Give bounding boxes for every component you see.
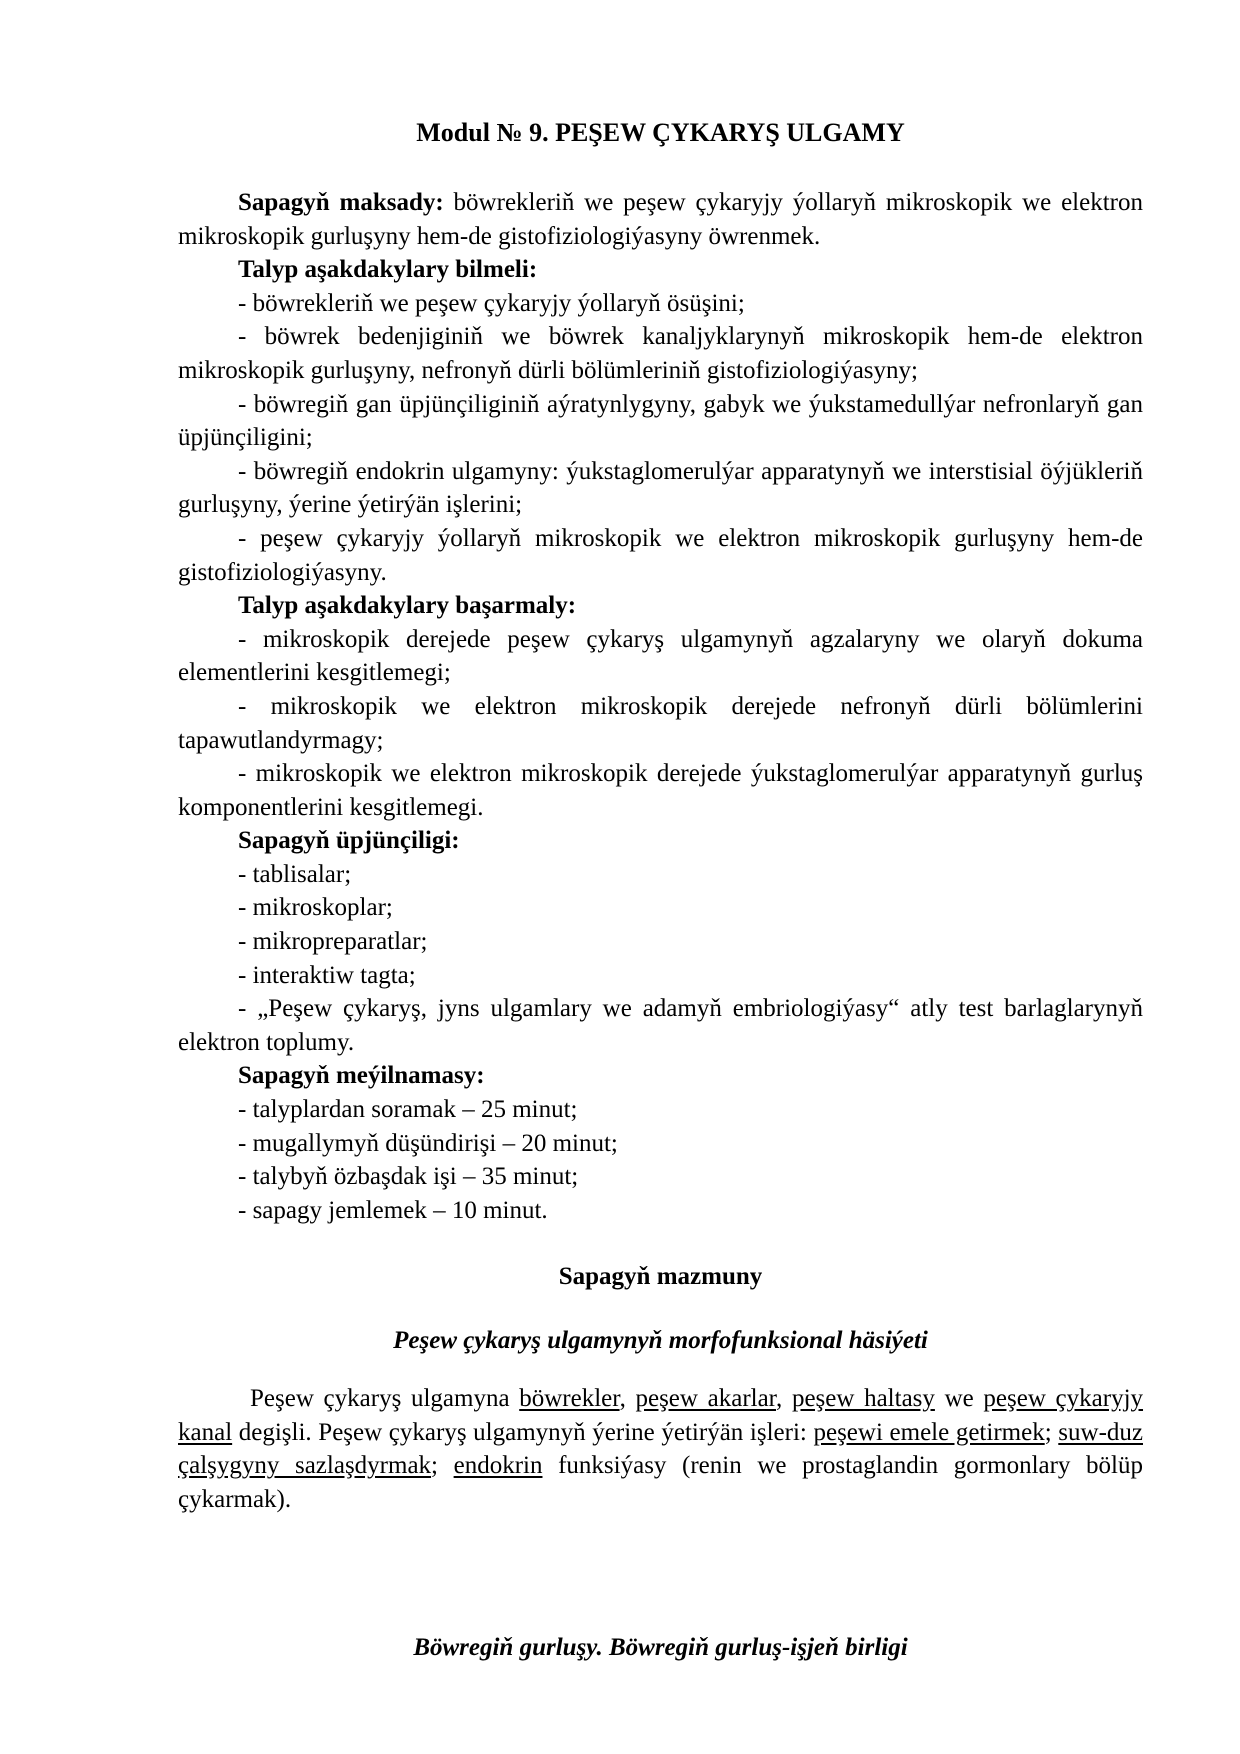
know-item: - peşew çykaryjy ýollaryň mikroskopik we elektron mikroskopik gurluşyny hem-de gistofiziologiýasyny. [178, 524, 1143, 586]
intro-paragraph: Peşew çykaryş ulgamyna böwrekler, peşew akarlar, peşew haltasy we peşew çykaryjy kanal degişli. Peşew çykaryş ulgamynyň ýerine ýetirýän işleri: peşewi emele getirmek; suw-duz çalşygyny sazlaşdyrmak; endokrin funksiýasy (renin we prostaglandin gormonlary bölüp çykarmak). [178, 1385, 1144, 1513]
know-heading: Talyp aşakdakylary bilmeli: [238, 256, 538, 284]
do-item: - mikroskopik we elektron mikroskopik derejede ýukstaglomerulýar apparatynyň gurluş komponentlerini kesgitlemegi. [178, 760, 1143, 821]
term-link: suw-duz çalşygyny sazlaşdyrmak [178, 1418, 1143, 1480]
plan-heading: Sapagyň meýilnamasy: [238, 1062, 485, 1090]
equipment-item: - tablisalar; [238, 860, 352, 888]
term-link: peşew çykaryjy kanal [178, 1385, 1144, 1446]
equipment-heading: Sapagyň üpjünçiligi: [238, 827, 460, 855]
aim-label: Sapagyň maksady: [238, 189, 444, 216]
equipment-item: - interaktiw tagta; [238, 961, 416, 989]
do-item: - mikroskopik derejede peşew çykaryş ulgamynyň agzalaryny we olaryň dokuma elementlerini kesgitlemegi; [178, 625, 1143, 687]
plan-item: - talybyň özbaşdak işi – 35 minut; [238, 1163, 579, 1191]
plan-item: - mugallymyň düşündirişi – 20 minut; [238, 1129, 618, 1157]
equipment-item: - mikroskoplar; [238, 894, 393, 922]
plan-item: - talyplardan soramak – 25 minut; [238, 1096, 578, 1124]
content-heading: Sapagyň mazmuny [558, 1263, 763, 1290]
section-heading: Peşew çykaryş ulgamynyň morfofunksional häsiýeti [393, 1327, 928, 1354]
module-title: Modul № 9. PEŞEW ÇYKARYŞ ULGAMY [416, 118, 905, 147]
know-item: - böwrek bedenjiginiň we böwrek kanaljyklarynyň mikroskopik hem-de elektron mikroskopik gurluşyny, nefronyň dürli bölümleriniň gistofiziologiýasyny; [178, 323, 1143, 384]
term-link: peşewi emele getirmek [813, 1418, 1045, 1446]
do-item: - mikroskopik we elektron mikroskopik derejede nefronyň dürli bölümlerini tapawutlandyrmagy; [178, 692, 1143, 754]
lesson-overview [178, 186, 1143, 1227]
aim-text: böwrekleriň we peşew çykaryjy ýollaryň mikroskopik we elektron mikroskopik gurluşyny hem-de gistofiziologiýasyny öwrenmek. [178, 189, 1143, 250]
know-item: - böwregiň endokrin ulgamyny: ýukstaglomerulýar apparatynyň we interstisial öýjükleriň gurluşyny, ýerine ýetirýän işlerini; [178, 457, 1143, 519]
do-heading: Talyp aşakdakylary başarmaly: [238, 592, 577, 620]
know-item: - böwrekleriň we peşew çykaryjy ýollaryň ösüşini; [238, 289, 745, 317]
equipment-item: - „Peşew çykaryş, jyns ulgamlary we adamyň embriologiýasy“ atly test barlaglarynyň elektron toplumy. [178, 995, 1143, 1056]
term-link: endokrin [453, 1452, 543, 1480]
term-link: peşew akarlar [635, 1385, 777, 1412]
lesson-aim [178, 186, 1143, 253]
term-link: peşew haltasy [791, 1385, 935, 1412]
section-heading: Böwregiň gurluşy. Böwregiň gurluş-işjeň birligi [413, 1634, 908, 1661]
plan-item: - sapagy jemlemek – 10 minut. [238, 1196, 548, 1224]
know-item: - böwregiň gan üpjünçiliginiň aýratynlygyny, gabyk we ýukstamedullýar nefronlaryň gan üpjünçiligini; [178, 390, 1143, 452]
term-link: böwrekler [519, 1385, 620, 1412]
equipment-item: - mikropreparatlar; [238, 928, 428, 956]
